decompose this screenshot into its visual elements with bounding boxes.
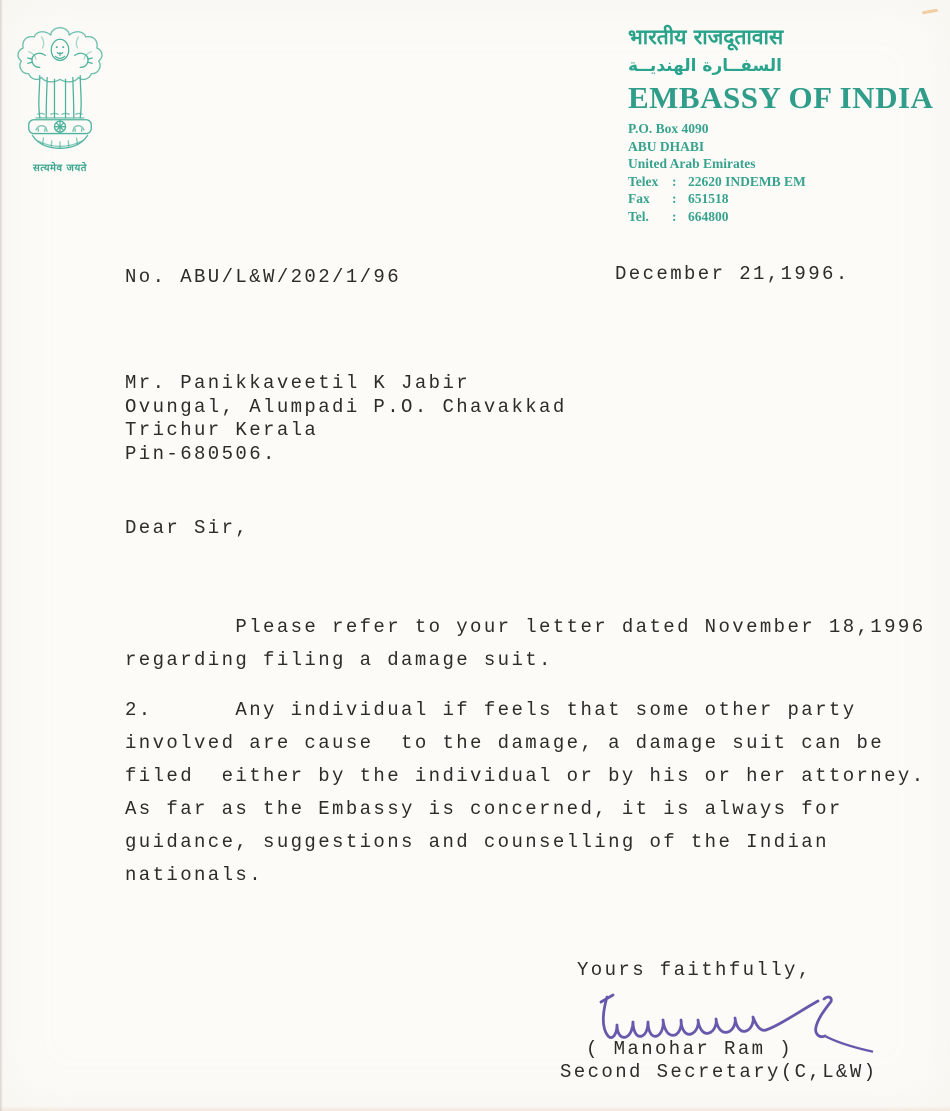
fax-label: Fax — [628, 191, 650, 206]
body-line: As far as the Embassy is concerned, it is always for — [125, 798, 843, 820]
letterhead-telex-row — [628, 173, 938, 191]
embassy-name: EMBASSY OF INDIA — [628, 80, 934, 115]
signatory-title: Second Secretary(C,L&W) — [560, 1061, 878, 1083]
addressee-line: Pin-680506. — [125, 442, 277, 465]
body-line: nationals. — [125, 864, 264, 886]
salutation: Dear Sir, — [125, 517, 250, 539]
colon: : — [672, 208, 677, 224]
tel-value: 664800 — [688, 208, 729, 224]
addressee-line: Ovungal, Alumpadi P.O. Chavakkad — [125, 395, 567, 418]
body-line: filed either by the individual or by his or her attorney. — [125, 765, 926, 787]
body-line: guidance, suggestions and counselling of the Indian — [125, 831, 829, 853]
state-emblem — [14, 24, 106, 174]
letterhead-fax-row — [628, 190, 938, 208]
letterhead-pobox: P.O. Box 4090 — [628, 121, 709, 136]
letterhead-hindi-title: भारतीय राजदूतावास — [628, 25, 784, 49]
letterhead-country: United Arab Emirates — [628, 156, 756, 171]
signature-ink — [588, 991, 888, 1061]
telex-value: 22620 INDEMB EM — [688, 173, 806, 189]
body-paragraph-1 — [125, 611, 926, 677]
letterhead-tel-row — [628, 208, 938, 226]
ashoka-lion-capital-icon — [14, 24, 106, 153]
letterhead-address-block — [628, 120, 938, 225]
signatory-name: ( Manohar Ram ) — [586, 1038, 794, 1060]
letterhead-arabic-title: السفــارة الهنديــة — [628, 56, 782, 76]
fax-value: 651518 — [688, 191, 729, 206]
tel-label: Tel. — [628, 208, 649, 224]
addressee-block — [125, 372, 567, 466]
valediction: Yours faithfully, — [577, 959, 812, 981]
letter-date: December 21,1996. — [615, 263, 850, 285]
reference-number: No. ABU/L&W/202/1/96 — [125, 266, 402, 288]
body-line: Please refer to your letter dated November 18,1996 — [125, 616, 926, 638]
letterhead — [628, 24, 938, 225]
telex-label: Telex — [628, 173, 659, 189]
addressee-line: Trichur Kerala — [125, 419, 319, 441]
emblem-motto: सत्यमेव जयते — [33, 163, 87, 174]
scan-artifact — [922, 9, 938, 15]
body-line: regarding filing a damage suit. — [125, 649, 553, 671]
body-line: 2. Any individual if feels that some other party — [125, 699, 857, 721]
addressee-line: Mr. Panikkaveetil K Jabir — [125, 372, 471, 394]
colon: : — [672, 173, 677, 189]
body-paragraph-2 — [125, 694, 926, 892]
letterhead-city: ABU DHABI — [628, 138, 705, 154]
colon: : — [672, 191, 677, 206]
body-line: involved are cause to the damage, a damage suit can be — [125, 732, 885, 754]
